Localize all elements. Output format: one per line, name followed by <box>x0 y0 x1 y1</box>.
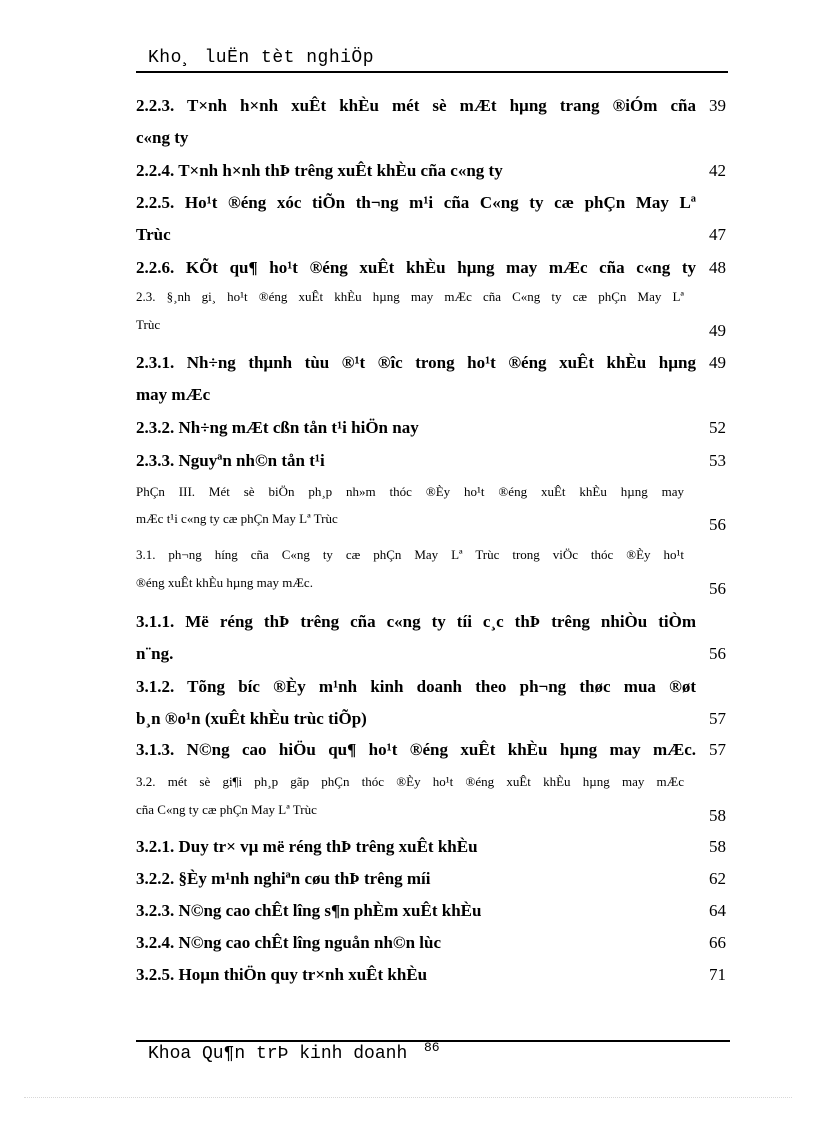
toc-page-number: 49 <box>709 321 726 340</box>
toc-entry-line: 2.3. §¸nh gi¸ ho¹t ®éng xuÊt khÈu hµng may mÆc cña C«ng ty cæ phÇn May Lª <box>136 289 684 304</box>
toc-entry-line: 3.2.2. §Èy m¹nh nghiªn cøu thÞ trêng míi <box>136 869 431 888</box>
toc-entry-line: 3.2. mét sè gi¶i ph¸p gãp phÇn thóc ®Èy ho¹t ®éng xuÊt khÈu hµng may mÆc <box>136 774 684 789</box>
toc-entry-line: c«ng ty <box>136 128 189 147</box>
toc-page-number: 58 <box>709 806 726 825</box>
toc-page-number: 56 <box>709 515 726 534</box>
toc-page-number: 56 <box>709 579 726 598</box>
toc-entry-line: 2.3.2. Nh÷ng mÆt cßn tån t¹i hiÖn nay <box>136 418 419 437</box>
toc-entry-line: PhÇn III. Mét sè biÖn ph¸p nh»m thóc ®Èy ho¹t ®éng xuÊt khÈu hµng may <box>136 484 684 499</box>
toc-entry-line: 2.2.4. T×nh h×nh thÞ trêng xuÊt khÈu cña c«ng ty <box>136 161 503 180</box>
toc-page-number: 42 <box>709 161 726 180</box>
page-header-title: Kho¸ luËn tèt nghiÖp <box>148 48 375 68</box>
toc-entry-line: b¸n ®o¹n (xuÊt khÈu trùc tiÕp) <box>136 709 367 728</box>
toc-page-number: 71 <box>709 965 726 984</box>
page-bottom-dotted-line <box>24 1097 792 1098</box>
page-footer-number: 86 <box>424 1040 440 1055</box>
toc-entry-line: 3.2.5. Hoµn thiÖn quy tr×nh xuÊt khÈu <box>136 965 428 984</box>
toc-entry-line: Trùc <box>136 317 161 332</box>
toc-entry-line: 3.2.4. N©ng cao chÊt lîng nguån nh©n lùc <box>136 933 442 952</box>
toc-page-number: 53 <box>709 451 726 470</box>
toc-page-number: 66 <box>709 933 726 952</box>
toc-page-number: 64 <box>709 901 726 920</box>
toc-page-number: 58 <box>709 837 726 856</box>
toc-entry-line: mÆc t¹i c«ng ty cæ phÇn May Lª Trùc <box>136 511 338 526</box>
page-footer-text: Khoa Qu¶n trÞ kinh doanh <box>148 1044 408 1064</box>
toc-entry-line: 2.3.3. Nguyªn nh©n tån t¹i <box>136 451 325 470</box>
toc-page-number: 47 <box>709 225 726 244</box>
toc-page-number: 49 <box>709 353 726 372</box>
toc-entry-line: 3.1. ph¬ng híng cña C«ng ty cæ phÇn May Lª Trùc trong viÖc thóc ®Èy ho¹t <box>136 547 684 562</box>
header-rule <box>136 71 728 73</box>
toc-page-number: 56 <box>709 644 726 663</box>
toc-page-number: 57 <box>709 740 726 759</box>
toc-entry-line: Trùc <box>136 225 171 244</box>
toc-page-number: 52 <box>709 418 726 437</box>
toc-entry-line: 2.3.1. Nh÷ng thµnh tùu ®¹t ®îc trong ho¹t ®éng xuÊt khÈu hµng <box>136 353 696 372</box>
toc-entry-line: 3.2.3. N©ng cao chÊt lîng s¶n phÈm xuÊt khÈu <box>136 901 482 920</box>
toc-entry-line: 3.1.1. Më réng thÞ trêng cña c«ng ty tíi c¸c thÞ trêng nhiÒu tiÒm <box>136 612 696 631</box>
toc-page-number: 57 <box>709 709 726 728</box>
toc-entry-line: may mÆc <box>136 385 211 404</box>
toc-entry-line: 3.1.3. N©ng cao hiÖu qu¶ ho¹t ®éng xuÊt khÈu hµng may mÆc. <box>136 740 696 759</box>
toc-entry-line: ®éng xuÊt khÈu hµng may mÆc. <box>136 575 313 590</box>
toc-entry-line: cña C«ng ty cæ phÇn May Lª Trùc <box>136 802 317 817</box>
toc-entry-line: 2.2.6. KÕt qu¶ ho¹t ®éng xuÊt khÈu hµng may mÆc cña c«ng ty <box>136 258 696 277</box>
toc-entry-line: 2.2.3. T×nh h×nh xuÊt khÈu mét sè mÆt hµng trang ®iÓm cña <box>136 96 696 115</box>
toc-page-number: 62 <box>709 869 726 888</box>
toc-entry-line: 3.1.2. Tõng bíc ®Èy m¹nh kinh doanh theo ph¬ng thøc mua ®øt <box>136 677 696 696</box>
toc-page-number: 39 <box>709 96 726 115</box>
toc-entry-line: 3.2.1. Duy tr× vµ më réng thÞ trêng xuÊt khÈu <box>136 837 478 856</box>
toc-entry-line: 2.2.5. Ho¹t ®éng xóc tiÕn th¬ng m¹i cña C«ng ty cæ phÇn May Lª <box>136 193 696 212</box>
toc-page-number: 48 <box>709 258 726 277</box>
toc-entry-line: n¨ng. <box>136 644 174 663</box>
